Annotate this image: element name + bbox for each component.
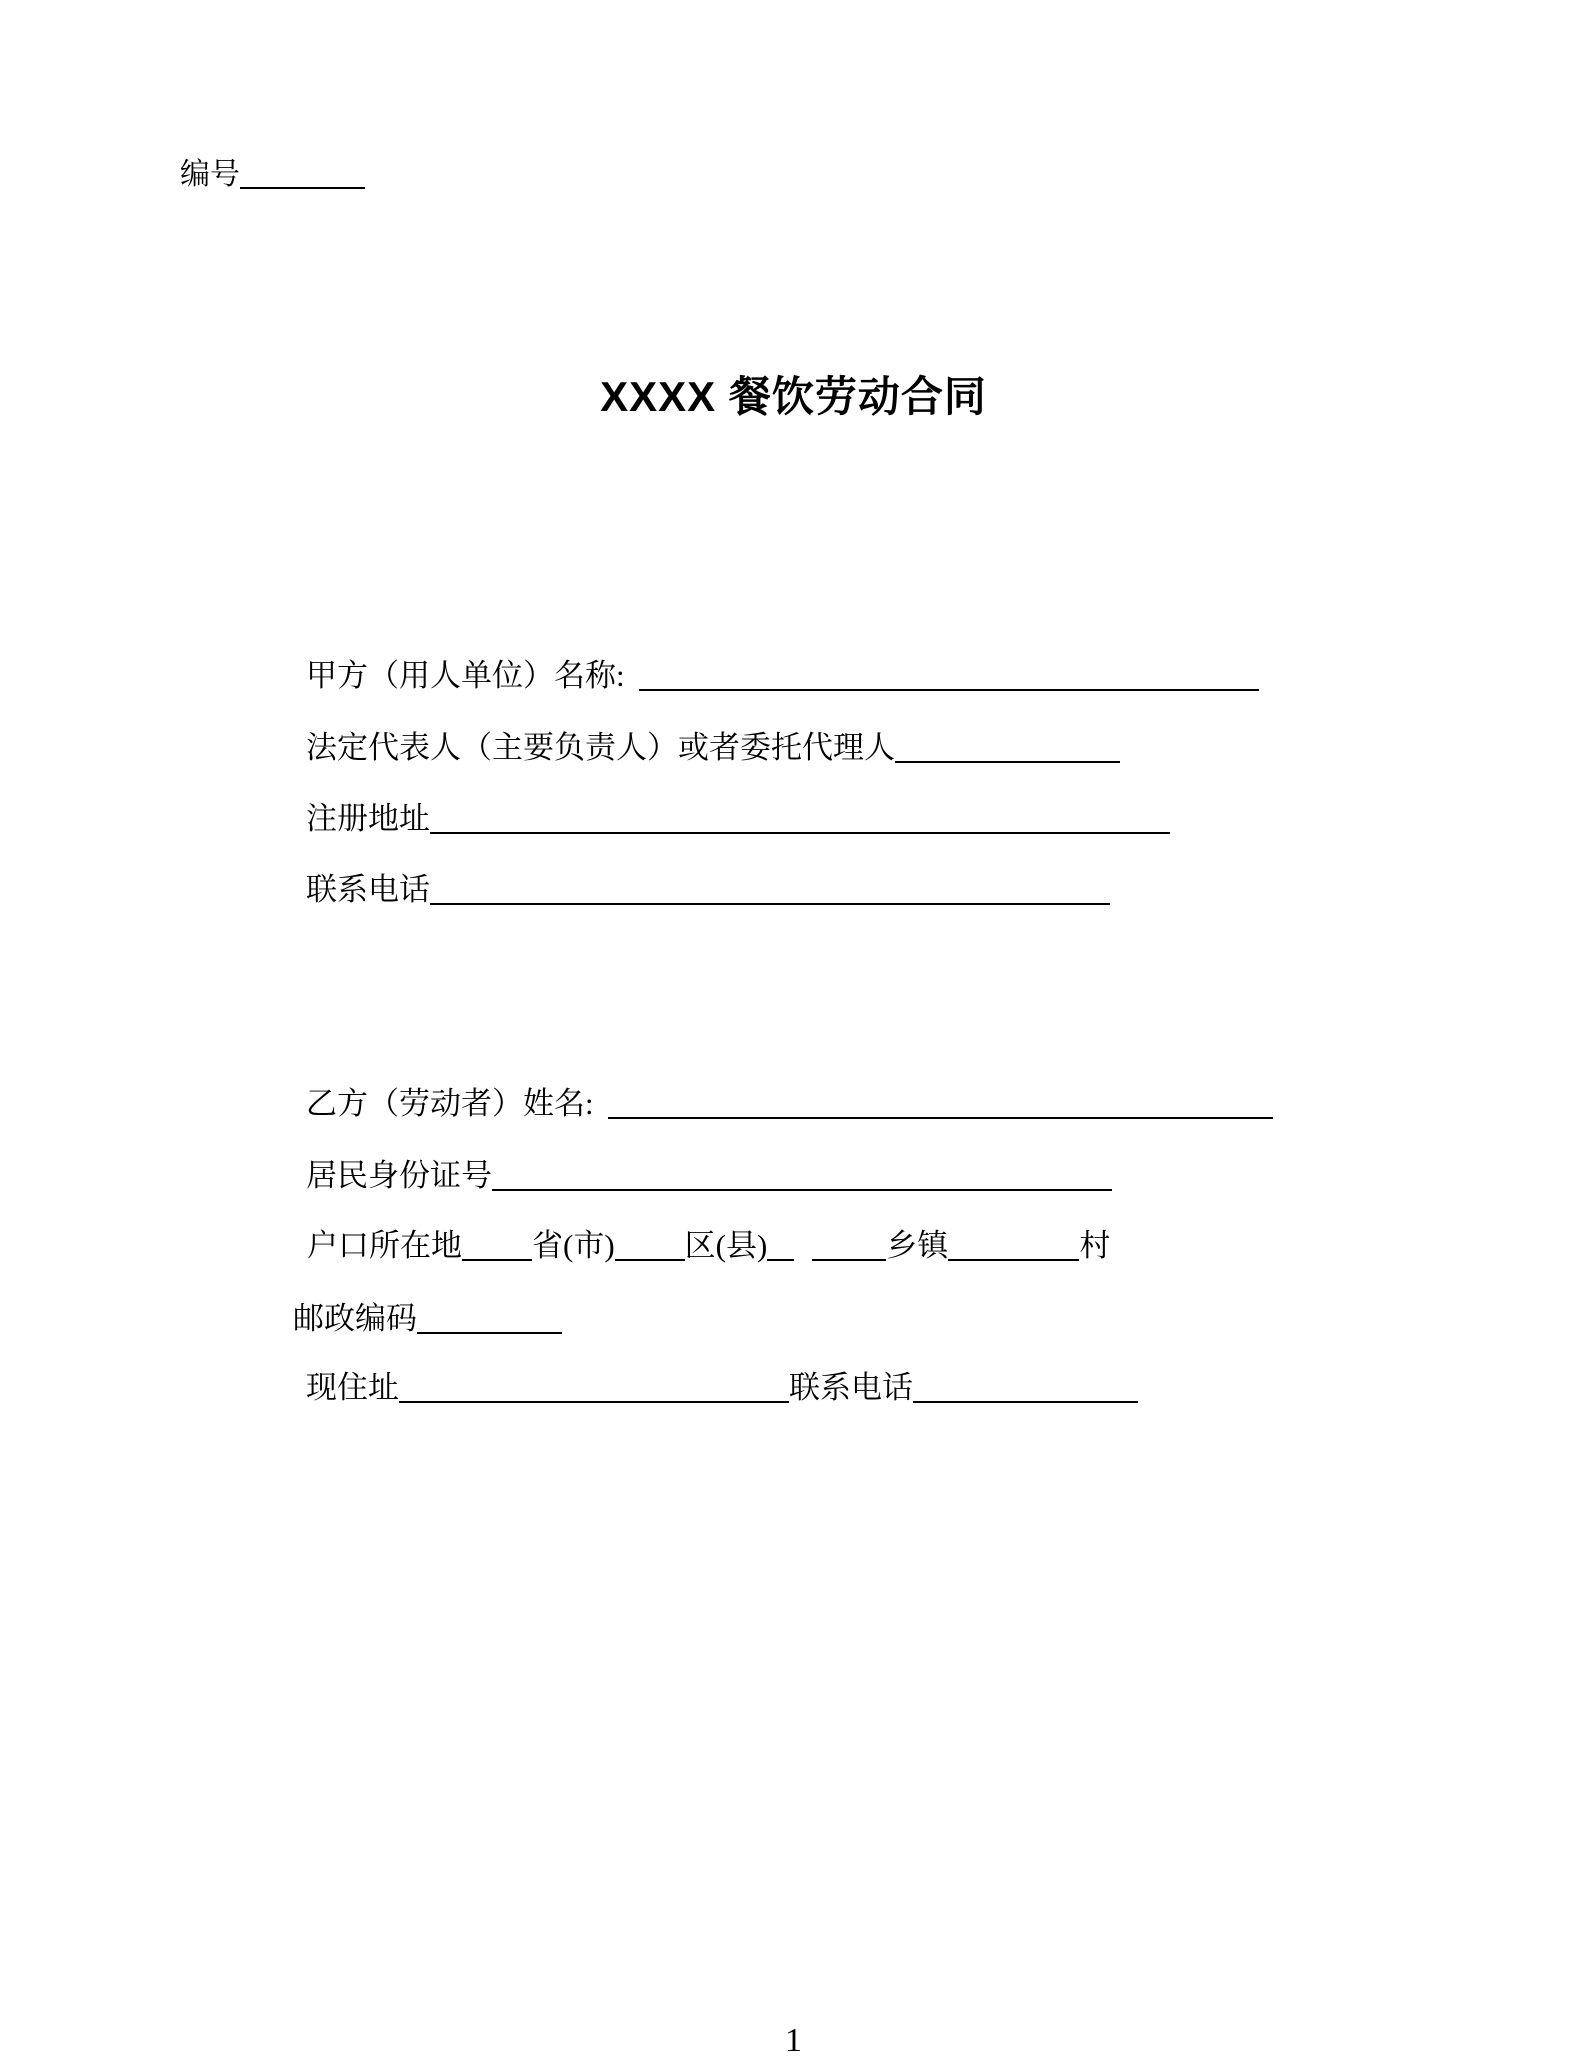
party-a-phone-label: 联系电话 xyxy=(306,872,430,907)
party-b-id-number-field xyxy=(492,1159,1112,1191)
party-b-id-number-row xyxy=(306,1154,1112,1196)
party-b-hukou-label: 户口所在地 xyxy=(307,1228,462,1263)
party-b-hukou-district-suffix: 区(县) xyxy=(684,1228,768,1263)
party-a-registered-address-row xyxy=(306,797,1170,839)
party-b-current-address-label: 现住址 xyxy=(306,1370,399,1405)
party-b-hukou-village-suffix: 村 xyxy=(1079,1228,1111,1263)
party-b-id-number-label: 居民身份证号 xyxy=(306,1158,492,1193)
party-b-current-address-field xyxy=(399,1371,789,1403)
party-a-name-row xyxy=(306,654,1259,696)
party-b-postal-code-field xyxy=(417,1302,562,1334)
party-b-hukou-province-field xyxy=(462,1229,532,1261)
party-b-hukou-township-suffix: 乡镇 xyxy=(886,1228,949,1263)
party-b-hukou-township-field xyxy=(812,1229,886,1261)
party-a-phone-field xyxy=(430,873,1110,905)
party-b-name-field xyxy=(608,1087,1273,1119)
party-a-name-label: 甲方（用人单位）名称: xyxy=(306,658,625,693)
party-b-hukou-province-suffix: 省(市) xyxy=(532,1228,615,1263)
document-number-row xyxy=(180,152,365,195)
document-number-label: 编号 xyxy=(180,158,240,191)
party-a-registered-address-field xyxy=(430,802,1170,834)
party-a-legal-rep-label: 法定代表人（主要负责人）或者委托代理人 xyxy=(306,730,895,765)
party-b-hukou-district-field xyxy=(615,1229,685,1261)
party-b-name-label: 乙方（劳动者）姓名: xyxy=(306,1086,594,1121)
party-a-name-field xyxy=(639,659,1259,691)
party-a-legal-rep-row xyxy=(306,726,1120,768)
party-b-phone-label: 联系电话 xyxy=(789,1370,913,1405)
party-a-phone-row xyxy=(306,868,1110,910)
party-b-name-row xyxy=(306,1082,1273,1124)
party-b-current-address-row xyxy=(306,1366,1138,1408)
party-b-hukou-row xyxy=(307,1224,1110,1266)
party-b-postal-code-label: 邮政编码 xyxy=(293,1301,417,1336)
document-number-field xyxy=(240,157,365,189)
party-b-hukou-village-field xyxy=(948,1229,1079,1261)
party-b-postal-code-row xyxy=(293,1297,562,1339)
page-number: 1 xyxy=(785,2022,802,2059)
party-b-hukou-extra-field xyxy=(767,1229,794,1261)
page-title: XXXX 餐饮劳动合同 xyxy=(600,373,987,420)
party-a-registered-address-label: 注册地址 xyxy=(306,801,430,836)
party-b-phone-field xyxy=(913,1371,1138,1403)
party-a-legal-rep-field xyxy=(895,731,1120,763)
